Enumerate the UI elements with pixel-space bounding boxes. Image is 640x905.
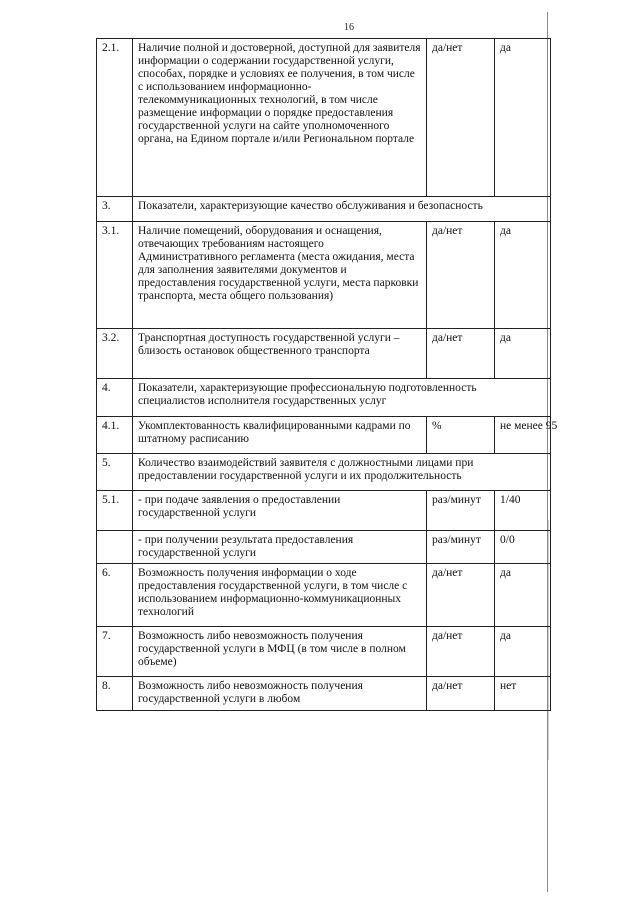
indicator-name: Возможность либо невозможность получения государственной услуги в любом (133, 677, 427, 711)
indicators-table (96, 38, 558, 711)
indicator-unit: да/нет (427, 39, 495, 197)
indicator-value: да (495, 564, 551, 627)
section-title: Количество взаимодействий заявителя с должностными лицами при предоставлении государственной услуги и их продолжительность (133, 454, 551, 491)
section-row (97, 454, 551, 491)
indicator-unit: раз/минут (427, 531, 495, 564)
indicator-unit: да/нет (427, 627, 495, 677)
row-number: 6. (97, 564, 133, 627)
table-row (97, 329, 551, 379)
row-number: 3.1. (97, 222, 133, 329)
indicator-value: 1/40 (495, 491, 551, 531)
row-number: 7. (97, 627, 133, 677)
row-number: 5.1. (97, 491, 133, 531)
table-row (97, 222, 551, 329)
indicator-unit: % (427, 417, 495, 454)
row-number: 4.1. (97, 417, 133, 454)
indicator-value: нет (495, 677, 551, 711)
indicator-unit: да/нет (427, 677, 495, 711)
indicator-name: - при подаче заявления о предоставлении государственной услуги (133, 491, 427, 531)
indicator-value: да (495, 222, 551, 329)
indicator-name: Возможность получения информации о ходе предоставления государственной услуги, в том числе с использованием информационно-коммуникационных технологий (133, 564, 427, 627)
section-number: 5. (97, 454, 133, 491)
section-number: 4. (97, 379, 133, 417)
indicator-name: Укомплектованность квалифицированными кадрами по штатному расписанию (133, 417, 427, 454)
table-row (97, 491, 551, 531)
table-row (97, 531, 551, 564)
indicator-name: Транспортная доступность государственной услуги – близость остановок общественного транспорта (133, 329, 427, 379)
section-row (97, 197, 551, 222)
indicator-name: Наличие полной и достоверной, доступной для заявителя информации о содержании государственной услуги, способах, порядке и условиях ее получения, в том числе с использованием информационно-телекоммуникационных технологий, в том числе размещение информации о порядке предоставления государственной услуги на сайте уполномоченного органа, на Едином портале и/или Региональном портале (133, 39, 427, 197)
indicator-unit: да/нет (427, 329, 495, 379)
indicator-value: не менее 95 (495, 417, 551, 454)
row-number: 3.2. (97, 329, 133, 379)
indicator-unit: да/нет (427, 564, 495, 627)
indicator-value: да (495, 39, 551, 197)
indicator-value: да (495, 329, 551, 379)
row-number (97, 531, 133, 564)
indicator-unit: раз/минут (427, 491, 495, 531)
indicator-value: да (495, 627, 551, 677)
table-row (97, 564, 551, 627)
section-title: Показатели, характеризующие качество обслуживания и безопасность (133, 197, 551, 222)
row-number: 2.1. (97, 39, 133, 197)
row-number: 8. (97, 677, 133, 711)
section-number: 3. (97, 197, 133, 222)
indicator-name: - при получении результата предоставления государственной услуги (133, 531, 427, 564)
section-title: Показатели, характеризующие профессиональную подготовленность специалистов исполнителя государственных услуг (133, 379, 551, 417)
indicator-unit: да/нет (427, 222, 495, 329)
section-row (97, 379, 551, 417)
indicator-value: 0/0 (495, 531, 551, 564)
table-row (97, 417, 551, 454)
table-row (97, 677, 551, 711)
indicator-name: Возможность либо невозможность получения государственной услуги в МФЦ (в том числе в полном объеме) (133, 627, 427, 677)
table-row (97, 627, 551, 677)
table-row (97, 39, 551, 197)
indicator-name: Наличие помещений, оборудования и оснащения, отвечающих требованиям настоящего Административного регламента (места ожидания, места для заполнения заявителями документов и предоставления государственной услуги, места парковки транспорта, места общего пользования) (133, 222, 427, 329)
page-number: 16 (344, 22, 354, 33)
